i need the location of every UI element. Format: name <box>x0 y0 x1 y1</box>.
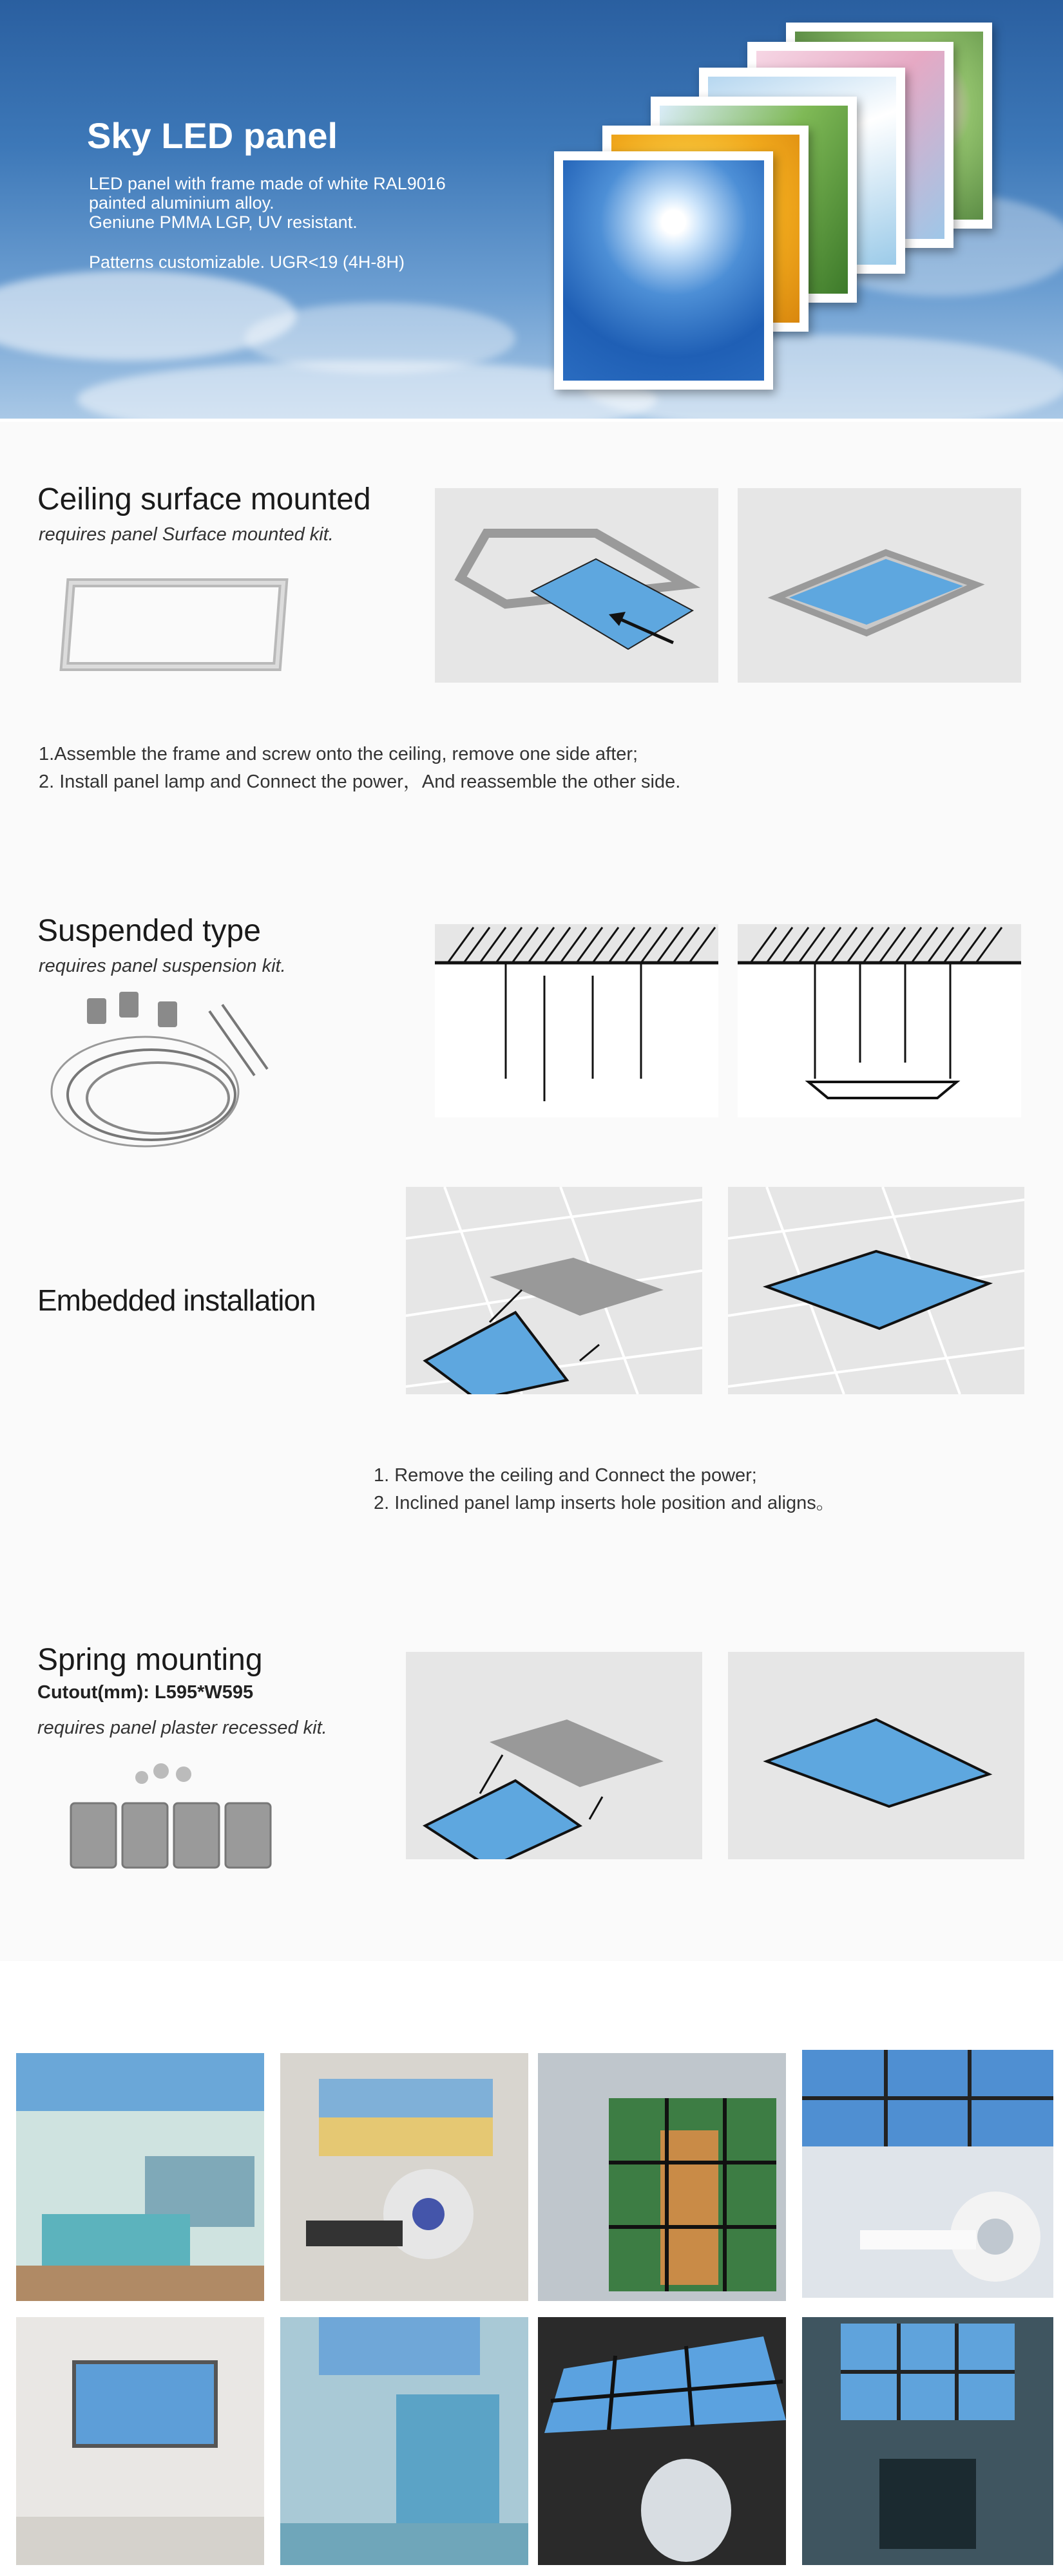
ceiling-diagram-2 <box>738 488 1021 683</box>
hero-title: Sky LED panel <box>87 115 338 156</box>
corridor-photo <box>802 2317 1053 2565</box>
ceiling-diagram-1 <box>435 488 718 683</box>
spring-diagram-2 <box>728 1652 1024 1859</box>
embedded-title: Embedded installation <box>37 1283 316 1317</box>
suspended-subtitle: requires panel suspension kit. <box>39 956 286 976</box>
embedded-diagram-2 <box>728 1187 1024 1394</box>
scanner-room-photo <box>538 2317 786 2565</box>
panel-sample-sky <box>554 151 773 390</box>
ct-scanner-room-photo <box>802 2050 1053 2298</box>
spring-diagram-1 <box>406 1652 702 1859</box>
suspended-diagram-1 <box>435 924 718 1117</box>
suspension-kit-image <box>48 985 287 1166</box>
spring-cutout: Cutout(mm): L595*W595 <box>37 1682 254 1703</box>
spring-title: Spring mounting <box>37 1643 263 1677</box>
suspended-diagram-2 <box>738 924 1021 1117</box>
treatment-room-photo <box>16 2317 264 2565</box>
giraffe-ceiling-photo <box>538 2053 786 2301</box>
hero-banner <box>0 0 1063 419</box>
spring-kit-image <box>64 1758 277 1900</box>
hero-desc-line-4: Patterns customizable. UGR<19 (4H-8H) <box>89 252 405 272</box>
hallway-photo <box>280 2317 528 2565</box>
suspended-title: Suspended type <box>37 914 261 948</box>
ceiling-step-2: 2. Install panel lamp and Connect the power，And reassemble the other side. <box>39 772 681 792</box>
hero-desc-line-2: painted aluminium alloy. <box>89 193 274 213</box>
hero-desc-line-3: Geniune PMMA LGP, UV resistant. <box>89 213 358 232</box>
ceiling-step-1: 1.Assemble the frame and screw onto the ceiling, remove one side after; <box>39 744 638 764</box>
spring-subtitle: requires panel plaster recessed kit. <box>37 1718 327 1738</box>
embedded-diagram-1 <box>406 1187 702 1394</box>
ceiling-title: Ceiling surface mounted <box>37 482 371 516</box>
surface-mount-frame-image <box>52 576 296 679</box>
embedded-step-1: 1. Remove the ceiling and Connect the power; <box>374 1465 757 1486</box>
ceiling-subtitle: requires panel Surface mounted kit. <box>39 524 334 545</box>
hero-desc-line-1: LED panel with frame made of white RAL9016 <box>89 174 446 193</box>
embedded-step-2: 2. Inclined panel lamp inserts hole position and aligns。 <box>374 1493 835 1513</box>
radiotherapy-room-photo <box>280 2053 528 2301</box>
dental-clinic-photo <box>16 2053 264 2301</box>
